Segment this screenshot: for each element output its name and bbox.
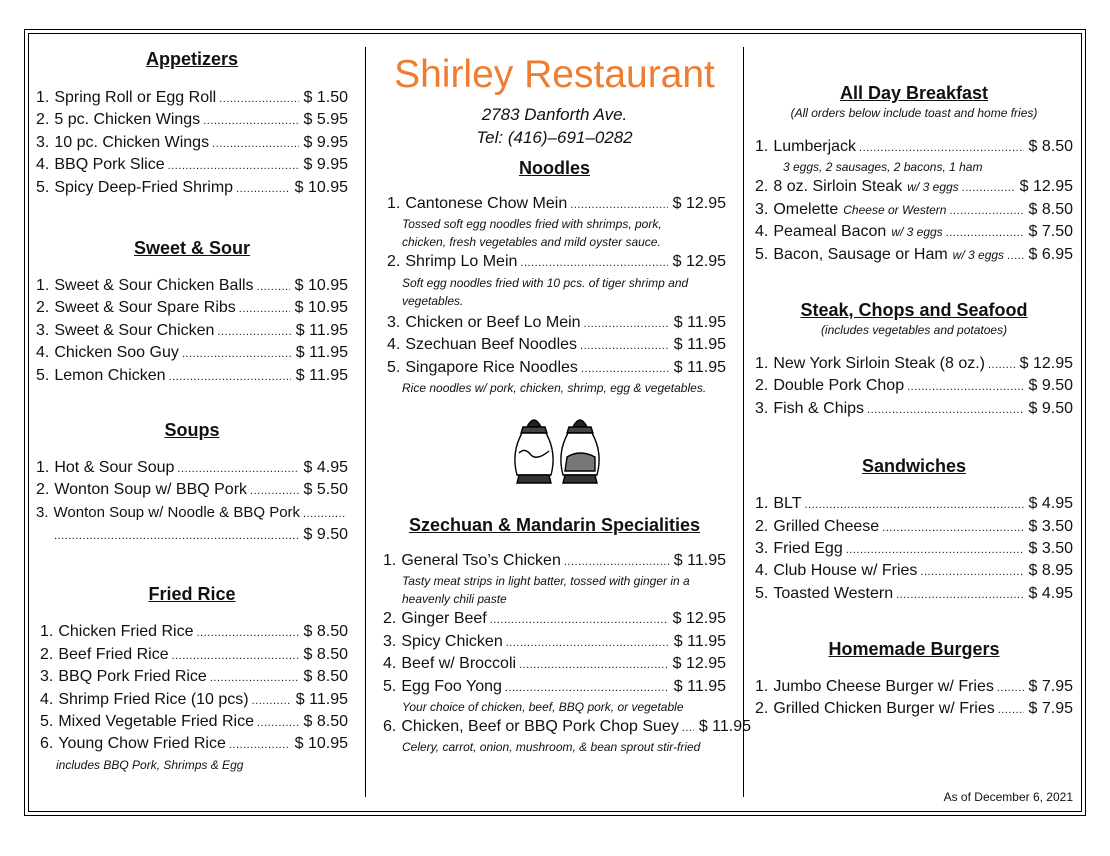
menu-item: 5. Singapore Rice Noodles ..... $ 11.95 <box>387 357 726 379</box>
menu-item: 2. Ginger Beef ..... $ 12.95 <box>383 608 726 630</box>
menu-item: 3. Fish & Chips ..... $ 9.50 <box>755 398 1073 420</box>
left-column <box>36 49 348 774</box>
menu-item: 1. Jumbo Cheese Burger w/ Fries ..... $ 7.95 <box>755 676 1073 698</box>
menu-item: 1. Sweet & Sour Chicken Balls ..... $ 10.95 <box>36 275 348 297</box>
menu-item: 5. Mixed Vegetable Fried Rice ..... $ 8.50 <box>40 711 348 733</box>
appetizers-list <box>36 87 348 199</box>
noodles-heading: Noodles <box>518 158 590 178</box>
menu-item: 2. Shrimp Lo Mein ..... $ 12.95 <box>387 251 726 273</box>
appetizers-heading: Appetizers <box>145 49 239 69</box>
item-note: Celery, carrot, onion, mushroom, & bean sprout stir-fried <box>402 740 701 755</box>
menu-item-continued: ..... $ 9.50 <box>36 524 348 546</box>
column-divider <box>365 47 366 797</box>
menu-item: 3. Omelette Cheese or Western ..... $ 8.50 <box>755 199 1073 221</box>
item-note: 3 eggs, 2 sausages, 2 bacons, 1 ham <box>783 160 983 175</box>
item-note: vegetables. <box>402 293 464 308</box>
item-note: Rice noodles w/ pork, chicken, shrimp, egg & vegetables. <box>402 380 707 395</box>
soups-list <box>36 457 348 547</box>
right-column <box>755 83 1073 721</box>
burgers-heading: Homemade Burgers <box>828 639 1000 660</box>
menu-item: 1. Chicken Fried Rice ..... $ 8.50 <box>40 621 348 643</box>
restaurant-name: Shirley Restaurant <box>394 53 715 96</box>
item-note: Tasty meat strips in light batter, tossed with ginger in a <box>402 574 690 589</box>
item-note: Soft egg noodles fried with 10 pcs. of tiger shrimp and <box>402 275 689 290</box>
menu-item: 4. BBQ Pork Slice ..... $ 9.95 <box>36 154 348 176</box>
menu-item: 1. Spring Roll or Egg Roll ..... $ 1.50 <box>36 87 348 109</box>
burgers-list <box>755 676 1073 721</box>
menu-item: 3. Chicken or Beef Lo Mein ..... $ 11.95 <box>387 312 726 334</box>
menu-item: 4. Chicken Soo Guy ..... $ 11.95 <box>36 342 348 364</box>
szechuan-heading: Szechuan & Mandarin Specialities <box>408 514 701 535</box>
middle-column <box>383 53 752 756</box>
breakfast-list <box>755 136 1073 266</box>
item-note: Your choice of chicken, beef, BBQ pork, or vegetable <box>402 699 684 714</box>
menu-item: 6. Young Chow Fried Rice ..... $ 10.95 <box>40 733 348 755</box>
sandwiches-list <box>755 493 1073 605</box>
menu-date: As of December 6, 2021 <box>943 790 1073 804</box>
menu-item: 4. Beef w/ Broccoli ..... $ 12.95 <box>383 653 726 675</box>
breakfast-note: (All orders below include toast and home fries) <box>790 106 1038 120</box>
menu-item: 2. 5 pc. Chicken Wings ..... $ 5.95 <box>36 109 348 131</box>
noodles-list <box>383 193 726 397</box>
restaurant-address: 2783 Danforth Ave. <box>481 105 628 124</box>
soups-heading: Soups <box>164 419 220 440</box>
menu-item: 4. Peameal Bacon w/ 3 eggs ..... $ 7.50 <box>755 221 1073 243</box>
menu-item: 1. BLT ..... $ 4.95 <box>755 493 1073 515</box>
sandwiches-heading: Sandwiches <box>861 456 967 477</box>
menu-item: 4. Club House w/ Fries ..... $ 8.95 <box>755 560 1073 582</box>
menu-item: 5. Egg Foo Yong ..... $ 11.95 <box>383 676 726 698</box>
menu-item: 6. Chicken, Beef or BBQ Pork Chop Suey ..... $ 11.95 <box>383 716 726 738</box>
menu-item: 3. BBQ Pork Fried Rice ..... $ 8.50 <box>40 666 348 688</box>
menu-item: 3. Sweet & Sour Chicken ..... $ 11.95 <box>36 320 348 342</box>
restaurant-phone: Tel: (416)–691–0282 <box>476 128 633 147</box>
menu-item: 5. Lemon Chicken ..... $ 11.95 <box>36 365 348 387</box>
menu-item: 3. Fried Egg ..... $ 3.50 <box>755 538 1073 560</box>
menu-item: 2. 8 oz. Sirloin Steak w/ 3 eggs ..... $ 12.95 <box>755 176 1073 198</box>
item-note: chicken, fresh vegetables and mild oyster sauce. <box>402 235 661 250</box>
menu-item: 4. Szechuan Beef Noodles ..... $ 11.95 <box>387 334 726 356</box>
menu-item: 5. Bacon, Sausage or Ham w/ 3 eggs ..... $ 6.95 <box>755 244 1073 266</box>
menu-item: 1. Cantonese Chow Mein ..... $ 12.95 <box>387 193 726 215</box>
menu-item: 1. New York Sirloin Steak (8 oz.) ..... $ 12.95 <box>755 353 1073 375</box>
menu-item: 2. Beef Fried Rice ..... $ 8.50 <box>40 644 348 666</box>
menu-item: 2. Double Pork Chop ..... $ 9.50 <box>755 375 1073 397</box>
menu-item: 3. 10 pc. Chicken Wings ..... $ 9.95 <box>36 132 348 154</box>
menu-item: 4. Shrimp Fried Rice (10 pcs) ..... $ 11.95 <box>40 689 348 711</box>
column-divider <box>743 47 744 797</box>
menu-item: 1. General Tso’s Chicken ..... $ 11.95 <box>383 550 726 572</box>
steak-list <box>755 353 1073 420</box>
item-note: heavenly chili paste <box>402 592 507 607</box>
menu-item: 2. Sweet & Sour Spare Ribs ..... $ 10.95 <box>36 297 348 319</box>
item-note: Tossed soft egg noodles fried with shrimps, pork, <box>402 217 662 232</box>
salt-pepper-illustration <box>383 407 726 507</box>
salt-shaker-icon <box>507 413 617 493</box>
szechuan-list <box>383 550 752 756</box>
sweet-sour-heading: Sweet & Sour <box>133 237 251 258</box>
menu-item: 2. Wonton Soup w/ BBQ Pork ..... $ 5.50 <box>36 479 348 501</box>
steak-note: (includes vegetables and potatoes) <box>820 322 1008 337</box>
fried-rice-list <box>36 621 348 773</box>
steak-heading: Steak, Chops and Seafood <box>800 299 1028 320</box>
menu-item: 2. Grilled Cheese ..... $ 3.50 <box>755 516 1073 538</box>
breakfast-heading: All Day Breakfast <box>839 83 989 103</box>
item-note: includes BBQ Pork, Shrimps & Egg <box>56 757 244 772</box>
menu-item: 5. Spicy Deep-Fried Shrimp ..... $ 10.95 <box>36 177 348 199</box>
menu-item: 2. Grilled Chicken Burger w/ Fries ..... $ 7.95 <box>755 698 1073 720</box>
menu-item: 1. Hot & Sour Soup ..... $ 4.95 <box>36 457 348 479</box>
sweet-sour-list <box>36 275 348 387</box>
menu-item: 1. Lumberjack ..... $ 8.50 <box>755 136 1073 158</box>
menu-item: 3. Spicy Chicken ..... $ 11.95 <box>383 631 726 653</box>
menu-item: 3. Wonton Soup w/ Noodle & BBQ Pork ..... <box>36 502 348 524</box>
fried-rice-heading: Fried Rice <box>148 584 236 605</box>
menu-item: 5. Toasted Western ..... $ 4.95 <box>755 583 1073 605</box>
